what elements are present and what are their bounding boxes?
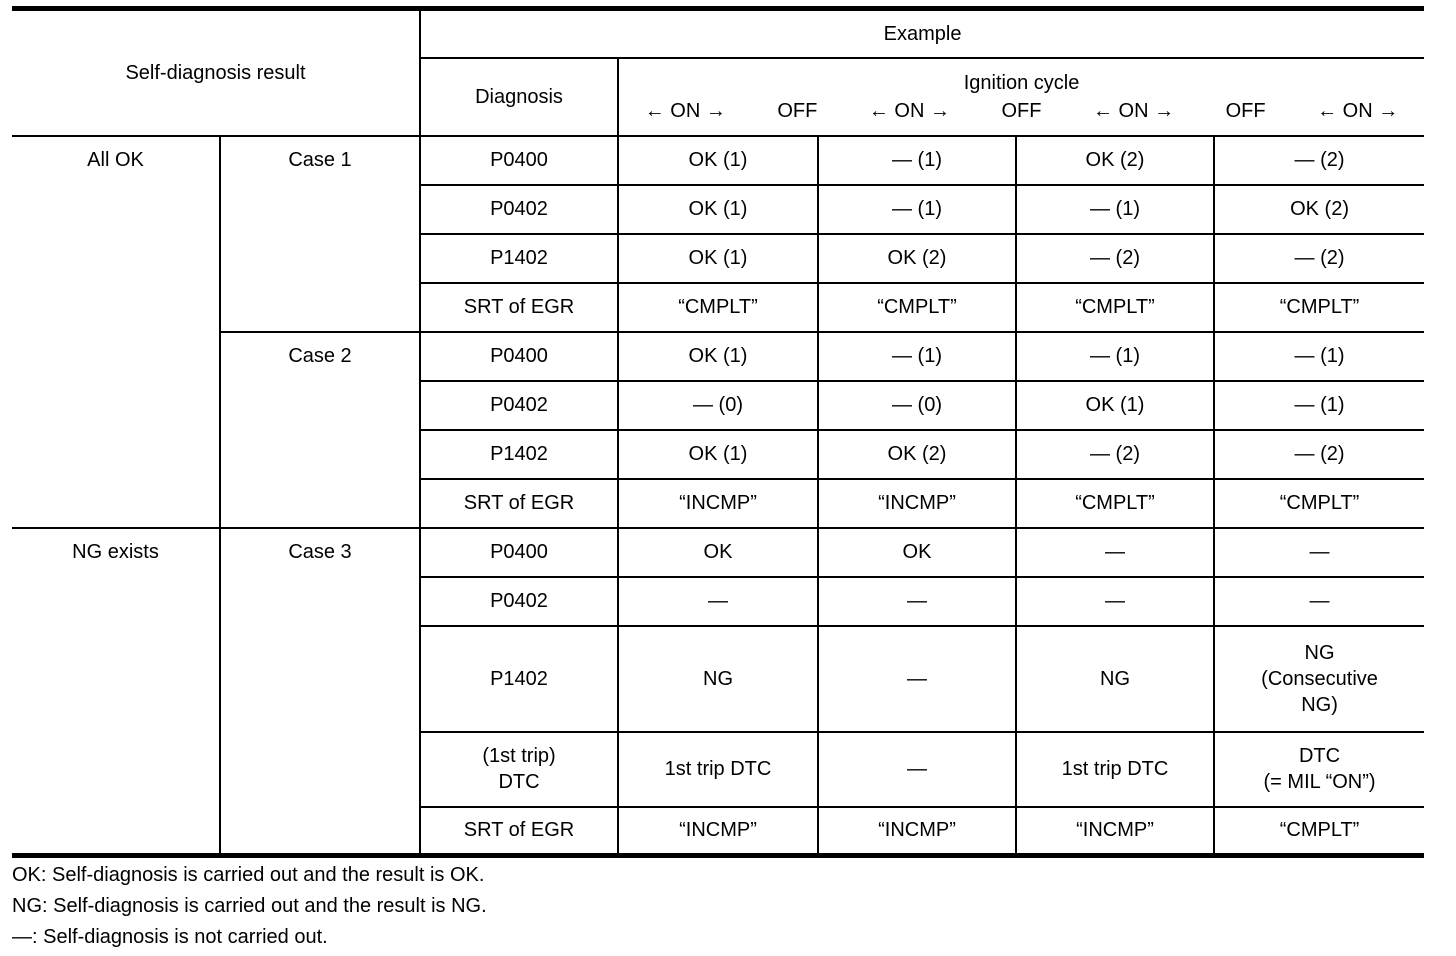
- result-cell: — (1): [1214, 332, 1424, 381]
- diagnosis-cell: P1402: [420, 234, 618, 283]
- result-cell: “CMPLT”: [1214, 479, 1424, 528]
- case-label: Case 2: [220, 332, 420, 528]
- diagnosis-cell: P1402: [420, 430, 618, 479]
- footnotes: [12, 860, 487, 953]
- result-cell: NG: [1016, 626, 1214, 732]
- result-cell: — (1): [818, 136, 1016, 185]
- result-cell: OK (1): [618, 136, 818, 185]
- self-diagnosis-table: [12, 6, 1424, 858]
- diagnosis-cell: P0400: [420, 136, 618, 185]
- result-cell: — (1): [818, 332, 1016, 381]
- result-cell: “CMPLT”: [618, 283, 818, 332]
- result-cell: —: [818, 577, 1016, 626]
- example-header: Example: [420, 9, 1424, 58]
- result-cell: — (1): [1016, 332, 1214, 381]
- result-cell: NG: [618, 626, 818, 732]
- result-cell: — (1): [1214, 381, 1424, 430]
- ignition-cycle-step: OFF: [777, 99, 818, 122]
- footnote: —: Self-diagnosis is not carried out.: [12, 926, 328, 948]
- result-cell: NG (Consecutive NG): [1214, 626, 1424, 732]
- diagnosis-cell: SRT of EGR: [420, 479, 618, 528]
- result-cell: — (2): [1214, 136, 1424, 185]
- case-label: Case 3: [220, 528, 420, 856]
- result-cell: “CMPLT”: [1214, 283, 1424, 332]
- footnote: OK: Self-diagnosis is carried out and the result is OK.: [12, 864, 485, 886]
- ignition-cycle-step: OFF: [1225, 99, 1266, 122]
- result-cell: OK (1): [618, 430, 818, 479]
- ignition-cycle-step: ← ON →: [1093, 99, 1175, 122]
- result-cell: “CMPLT”: [1016, 479, 1214, 528]
- result-cell: — (0): [818, 381, 1016, 430]
- diagnosis-cell: P0402: [420, 577, 618, 626]
- diagnosis-cell: P0402: [420, 185, 618, 234]
- result-cell: OK (2): [818, 430, 1016, 479]
- diagnosis-cell: SRT of EGR: [420, 807, 618, 856]
- ignition-cycle-label: Ignition cycle: [963, 71, 1080, 94]
- table-row: [12, 528, 1424, 577]
- result-cell: OK: [818, 528, 1016, 577]
- ignition-cycle-header: [618, 58, 1424, 136]
- result-cell: — (2): [1016, 234, 1214, 283]
- result-cell: “INCMP”: [1016, 807, 1214, 856]
- diagnosis-cell: (1st trip) DTC: [420, 732, 618, 807]
- result-cell: OK (1): [618, 234, 818, 283]
- result-cell: OK: [618, 528, 818, 577]
- result-cell: “INCMP”: [618, 479, 818, 528]
- result-cell: “INCMP”: [818, 479, 1016, 528]
- diagnosis-cell: P0402: [420, 381, 618, 430]
- ignition-cycle-step: OFF: [1001, 99, 1042, 122]
- result-cell: —: [818, 732, 1016, 807]
- result-cell: “CMPLT”: [1214, 807, 1424, 856]
- result-cell: —: [1016, 577, 1214, 626]
- result-group-label: All OK: [12, 136, 220, 528]
- ignition-cycle-step: ← ON →: [1317, 99, 1399, 122]
- diagnosis-cell: P0400: [420, 332, 618, 381]
- diagnosis-cell: P0400: [420, 528, 618, 577]
- table-row: [12, 136, 1424, 185]
- result-cell: — (0): [618, 381, 818, 430]
- result-cell: — (2): [1214, 234, 1424, 283]
- result-cell: OK (1): [1016, 381, 1214, 430]
- result-cell: OK (2): [818, 234, 1016, 283]
- result-group-label: NG exists: [12, 528, 220, 856]
- result-cell: OK (2): [1214, 185, 1424, 234]
- result-cell: “INCMP”: [618, 807, 818, 856]
- result-cell: DTC (= MIL “ON”): [1214, 732, 1424, 807]
- result-cell: —: [1016, 528, 1214, 577]
- result-cell: OK (1): [618, 332, 818, 381]
- result-cell: — (2): [1016, 430, 1214, 479]
- result-cell: — (1): [1016, 185, 1214, 234]
- result-cell: —: [1214, 528, 1424, 577]
- result-cell: OK (1): [618, 185, 818, 234]
- result-cell: “CMPLT”: [818, 283, 1016, 332]
- result-cell: “CMPLT”: [1016, 283, 1214, 332]
- result-cell: —: [1214, 577, 1424, 626]
- table-row: [12, 332, 1424, 381]
- result-cell: —: [818, 626, 1016, 732]
- result-cell: — (2): [1214, 430, 1424, 479]
- diagnosis-cell: P1402: [420, 626, 618, 732]
- result-cell: —: [618, 577, 818, 626]
- self-diagnosis-result-header: Self-diagnosis result: [12, 9, 420, 136]
- result-cell: 1st trip DTC: [1016, 732, 1214, 807]
- diagnosis-header: Diagnosis: [420, 58, 618, 136]
- case-label: Case 1: [220, 136, 420, 332]
- footnote: NG: Self-diagnosis is carried out and the result is NG.: [12, 895, 487, 917]
- diagnosis-cell: SRT of EGR: [420, 283, 618, 332]
- ignition-cycle-step: ← ON →: [644, 99, 726, 122]
- result-cell: 1st trip DTC: [618, 732, 818, 807]
- result-cell: OK (2): [1016, 136, 1214, 185]
- result-cell: — (1): [818, 185, 1016, 234]
- ignition-cycle-sequence: [619, 98, 1424, 124]
- ignition-cycle-step: ← ON →: [868, 99, 950, 122]
- result-cell: “INCMP”: [818, 807, 1016, 856]
